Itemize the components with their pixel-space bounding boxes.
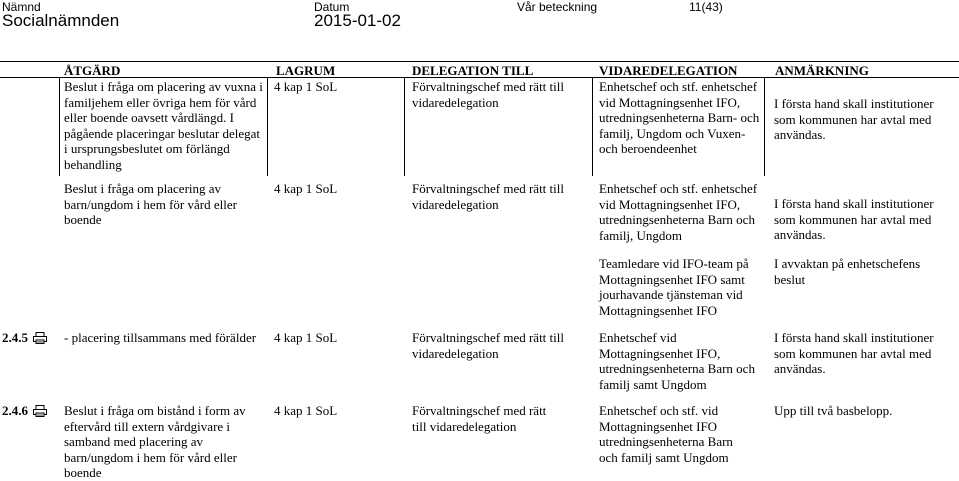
page-number: 11(43): [689, 0, 723, 14]
column-divider-4: [592, 77, 593, 176]
row-5-vidaredelegation: Enhetschef och stf. vid Mottagningsenhet IFO utredningsenheterna Barn och familj samt Ungdom: [599, 403, 733, 465]
namnd-value: Socialnämnden: [2, 11, 120, 30]
row-4-number: [2, 330, 47, 348]
row-1-delegation: Förvaltningschef med rätt till vidaredelegation: [412, 79, 564, 110]
printer-icon: [33, 332, 47, 348]
row-1-anmarkning: I första hand skall institutioner som kommunen har avtal med användas.: [774, 96, 934, 142]
column-header-vidaredelegation: VIDAREDELEGATION: [599, 63, 738, 78]
table-top-border: [0, 61, 959, 62]
row-4-lagrum: 4 kap 1 SoL: [274, 330, 338, 345]
datum-value: 2015-01-02: [314, 11, 401, 30]
row-2-lagrum: 4 kap 1 SoL: [274, 181, 338, 196]
row-4-anmarkning: I första hand skall institutioner som kommunen har avtal med användas.: [774, 330, 934, 376]
row-2-vidaredelegation: Enhetschef och stf. enhetschef vid Mottagningsenhet IFO, utredningsenheterna Barn och familj, Ungdom: [599, 181, 758, 243]
column-header-atgard: ÅTGÄRD: [64, 63, 121, 78]
row-4-number-text: 2.4.5: [2, 330, 28, 345]
row-2-atgard: Beslut i fråga om placering av barn/ungdom i hem för vård eller boende: [64, 181, 237, 227]
row-5-anmarkning: Upp till två basbelopp.: [774, 403, 893, 418]
label-datum: Datum: [314, 0, 350, 14]
column-divider-3: [404, 77, 405, 176]
label-namnd: Nämnd: [2, 0, 41, 14]
row-4-vidaredelegation: Enhetschef vid Mottagningsenhet IFO, utredningsenheterna Barn och familj samt Ungdom: [599, 330, 755, 392]
column-divider-2: [267, 77, 268, 176]
column-divider-1: [59, 77, 60, 176]
row-3-vidaredelegation: Teamledare vid IFO-team på Mottagningsenhet IFO samt jourhavande tjänsteman vid Mottagningsenhet IFO: [599, 256, 749, 318]
label-var-beteckning: Vår beteckning: [517, 0, 598, 14]
column-header-delegation: DELEGATION TILL: [412, 63, 534, 78]
row-2-anmarkning: I första hand skall institutioner som kommunen har avtal med användas.: [774, 196, 934, 242]
row-5-number-text: 2.4.6: [2, 403, 28, 418]
printer-icon: [33, 405, 47, 421]
row-4-delegation: Förvaltningschef med rätt till vidaredelegation: [412, 330, 564, 361]
row-5-lagrum: 4 kap 1 SoL: [274, 403, 338, 418]
row-1-vidaredelegation: Enhetschef och stf. enhetschef vid Mottagningsenhet IFO, utredningsenheterna Barn- och familj, Ungdom och Vuxen- och beroendeenhet: [599, 79, 760, 156]
row-1-atgard: Beslut i fråga om placering av vuxna i familjehem eller övriga hem för vård eller boende oavsett vårdlängd. I pågående placeringar beslutar delegat i ursprungsbeslutet om förlängd behandling: [64, 79, 263, 172]
row-5-number: [2, 403, 47, 421]
column-header-anmarkning: ANMÄRKNING: [775, 63, 869, 78]
row-3-anmarkning: I avvaktan på enhetschefens beslut: [774, 256, 921, 287]
column-header-lagrum: LAGRUM: [276, 63, 336, 78]
row-2-delegation: Förvaltningschef med rätt till vidaredelegation: [412, 181, 564, 212]
row-1-lagrum: 4 kap 1 SoL: [274, 79, 338, 94]
row-5-delegation: Förvaltningschef med rätt till vidaredelegation: [412, 403, 547, 434]
row-5-atgard: Beslut i fråga om bistånd i form av eftervård till extern vårdgivare i samband med placering av barn/ungdom i hem för vård eller boende: [64, 403, 246, 480]
row-4-atgard: - placering tillsammans med förälder: [64, 330, 257, 345]
